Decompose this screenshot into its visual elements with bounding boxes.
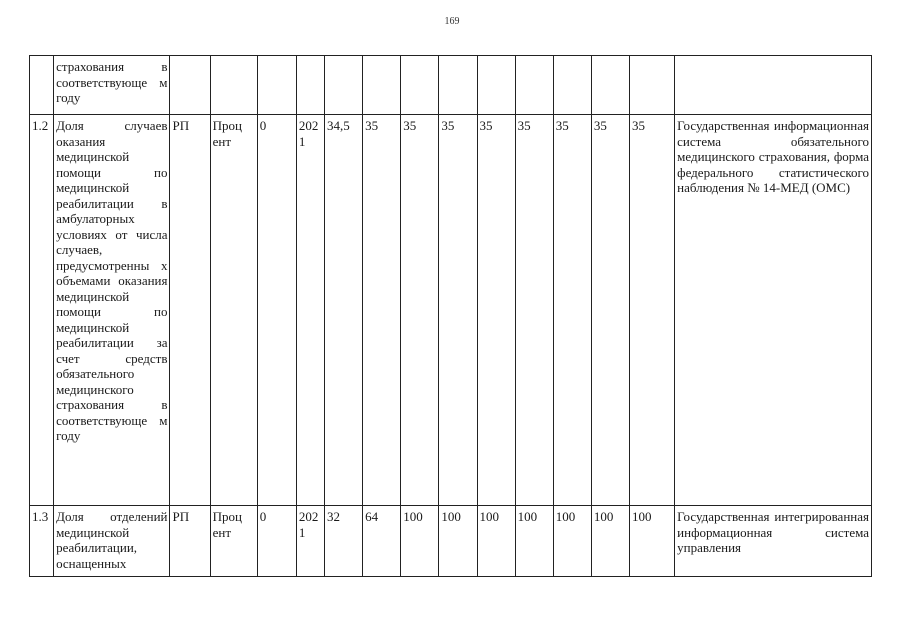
value-cell: 35	[439, 115, 477, 506]
unit-cell: Проц ент	[210, 115, 257, 506]
value-cell: 32	[325, 506, 363, 577]
level-cell: РП	[170, 115, 210, 506]
value-cell	[630, 56, 675, 115]
value-cell: 100	[515, 506, 553, 577]
value-cell	[553, 56, 591, 115]
base-value-cell: 0	[257, 115, 296, 506]
value-cell: 35	[591, 115, 629, 506]
page-number: 169	[444, 16, 460, 27]
indicator-name-cell: Доля отделений медицинской реабилитации, оснащенных	[54, 506, 170, 577]
indicator-name-cell: страхования в соответствующе м году	[54, 56, 170, 115]
value-cell: 100	[591, 506, 629, 577]
base-value-cell	[257, 56, 296, 115]
indicator-name-cell: Доля случаев оказания медицинской помощи по медицинской реабилитации в амбулаторных условиях от числа случаев, предусмотренны х объемами оказания медицинской помощи по медицинской реабилитации за счет средств обязательного медицинского страхования в соответствующе м году	[54, 115, 170, 506]
base-year-cell: 2021	[296, 506, 324, 577]
value-cell	[477, 56, 515, 115]
value-cell: 35	[477, 115, 515, 506]
table-row	[30, 506, 872, 577]
value-cell: 35	[515, 115, 553, 506]
source-cell: Государственная информационная система обязательного медицинского страхования, форма федерального статистического наблюдения № 14-МЕД (ОМС)	[675, 115, 872, 506]
value-cell	[515, 56, 553, 115]
value-cell: 35	[630, 115, 675, 506]
source-cell: Государственная интегрированная информационная система управления	[675, 506, 872, 577]
value-cell	[591, 56, 629, 115]
value-cell: 35	[363, 115, 401, 506]
unit-cell	[210, 56, 257, 115]
value-cell: 34,5	[325, 115, 363, 506]
table-row	[30, 115, 872, 506]
source-cell	[675, 56, 872, 115]
value-cell: 100	[401, 506, 439, 577]
row-number-cell: 1.2	[30, 115, 54, 506]
value-cell: 35	[553, 115, 591, 506]
row-number-cell: 1.3	[30, 506, 54, 577]
base-value-cell: 0	[257, 506, 296, 577]
unit-cell: Проц ент	[210, 506, 257, 577]
value-cell	[325, 56, 363, 115]
indicator-table	[29, 55, 872, 577]
value-cell: 100	[477, 506, 515, 577]
value-cell: 35	[401, 115, 439, 506]
level-cell	[170, 56, 210, 115]
value-cell	[401, 56, 439, 115]
base-year-cell	[296, 56, 324, 115]
base-year-cell: 2021	[296, 115, 324, 506]
row-number-cell	[30, 56, 54, 115]
value-cell: 100	[553, 506, 591, 577]
level-cell: РП	[170, 506, 210, 577]
value-cell: 64	[363, 506, 401, 577]
value-cell: 100	[630, 506, 675, 577]
table-row	[30, 56, 872, 115]
value-cell: 100	[439, 506, 477, 577]
value-cell	[439, 56, 477, 115]
value-cell	[363, 56, 401, 115]
